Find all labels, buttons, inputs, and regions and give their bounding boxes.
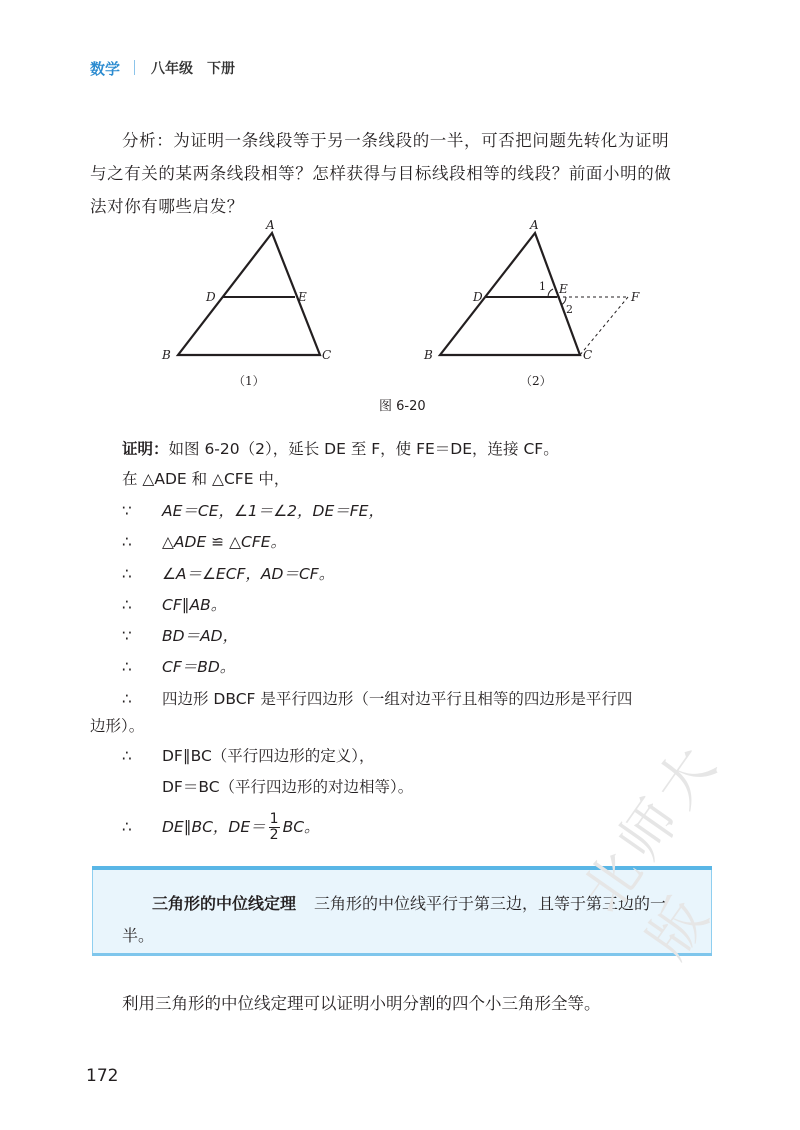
therefore-symbol: ∴ <box>122 818 132 836</box>
because-symbol: ∵ <box>122 502 132 520</box>
analysis-line-2: 与之有关的某两条线段相等？怎样获得与目标线段相等的线段？前面小明的做 <box>90 164 672 183</box>
proof-intro-line <box>122 437 559 459</box>
proof-step-9 <box>122 812 320 843</box>
figure-caption: 图 6-20 <box>379 399 426 414</box>
header-divider <box>134 60 135 75</box>
theorem-body: 三角形的中位线平行于第三边，且等于第三边的一半。 <box>122 894 667 945</box>
triangle-figure-2 <box>423 218 640 388</box>
therefore-symbol: ∴ <box>122 565 132 583</box>
figure-6-20 <box>150 215 670 395</box>
fig1-label-a: A <box>266 218 275 232</box>
proof-step-3 <box>122 562 334 584</box>
because-symbol: ∵ <box>122 627 132 645</box>
proof-step-7-cont: 边形）。 <box>90 717 145 735</box>
proof-intro: 如图 6-20（2），延长 DE 至 F，使 FE＝DE，连接 CF。 <box>168 440 559 458</box>
grade-label: 八年级 <box>151 61 193 77</box>
proof-step-1-text: AE＝CE，∠1＝∠2，DE＝FE， <box>162 502 384 520</box>
fraction-numerator: 1 <box>269 811 279 827</box>
fig2-label-f: F <box>631 290 640 304</box>
analysis-line-3: 法对你有哪些启发？ <box>90 197 244 216</box>
volume-label: 下册 <box>207 61 235 77</box>
fig2-label-a: A <box>530 218 539 232</box>
theorem-box-bottom-bar <box>92 953 712 956</box>
fraction-denominator: 2 <box>269 827 279 843</box>
proof-step-4-text: CF∥AB。 <box>162 596 227 614</box>
fig2-label-d: D <box>473 290 483 304</box>
therefore-symbol: ∴ <box>122 533 132 551</box>
page-number: 172 <box>86 1066 119 1086</box>
proof-step-9-end: BC。 <box>282 818 320 836</box>
proof-step-8-cont: DF＝BC（平行四边形的对边相等）。 <box>162 778 414 796</box>
theorem-title: 三角形的中位线定理 <box>152 894 297 913</box>
analysis-line-1: 分析：为证明一条线段等于另一条线段的一半，可否把问题先转化为证明 <box>122 131 670 150</box>
proof-step-2-text: △ADE ≌ △CFE。 <box>162 533 287 551</box>
proof-step-5 <box>122 624 238 646</box>
fig2-angle-1: 1 <box>539 280 546 293</box>
proof-title: 证明： <box>122 440 169 458</box>
proof-in-triangles: 在 △ADE 和 △CFE 中， <box>122 470 290 488</box>
therefore-symbol: ∴ <box>122 596 132 614</box>
fig2-caption: （2） <box>520 374 552 388</box>
therefore-symbol: ∴ <box>122 658 132 676</box>
proof-step-1 <box>122 499 384 521</box>
fig2-label-b: B <box>424 348 433 362</box>
proof-step-6-text: CF＝BD。 <box>162 658 236 676</box>
proof-step-8-text: DF∥BC（平行四边形的定义）， <box>162 747 375 765</box>
fig2-label-c: C <box>583 348 593 362</box>
proof-step-4 <box>122 593 226 615</box>
therefore-symbol: ∴ <box>122 747 132 765</box>
fraction-one-half <box>269 812 280 843</box>
publisher-watermark: 北师大版 <box>569 729 734 971</box>
fig1-label-d: D <box>206 290 216 304</box>
fig1-label-b: B <box>162 348 171 362</box>
triangle-figure-1 <box>161 218 331 388</box>
proof-step-7 <box>122 687 632 709</box>
proof-step-6 <box>122 655 235 677</box>
closing-text: 利用三角形的中位线定理可以证明小明分割的四个小三角形全等。 <box>122 994 601 1013</box>
fig2-label-e: E <box>559 282 568 296</box>
proof-step-7-text: 四边形 DBCF 是平行四边形（一组对边平行且相等的四边形是平行四 <box>162 690 633 708</box>
proof-step-3-text: ∠A＝∠ECF，AD＝CF。 <box>162 565 335 583</box>
fig1-label-e: E <box>298 290 307 304</box>
fig1-caption: （1） <box>233 374 265 388</box>
proof-step-2 <box>122 530 286 552</box>
fig1-label-c: C <box>322 348 332 362</box>
proof-step-8 <box>122 744 375 766</box>
proof-step-5-text: BD＝AD， <box>162 627 239 645</box>
fig2-angle-2: 2 <box>566 303 573 316</box>
proof-step-9-text: DE∥BC，DE＝ <box>162 818 266 836</box>
therefore-symbol: ∴ <box>122 690 132 708</box>
subject-title: 数学 <box>90 60 121 78</box>
